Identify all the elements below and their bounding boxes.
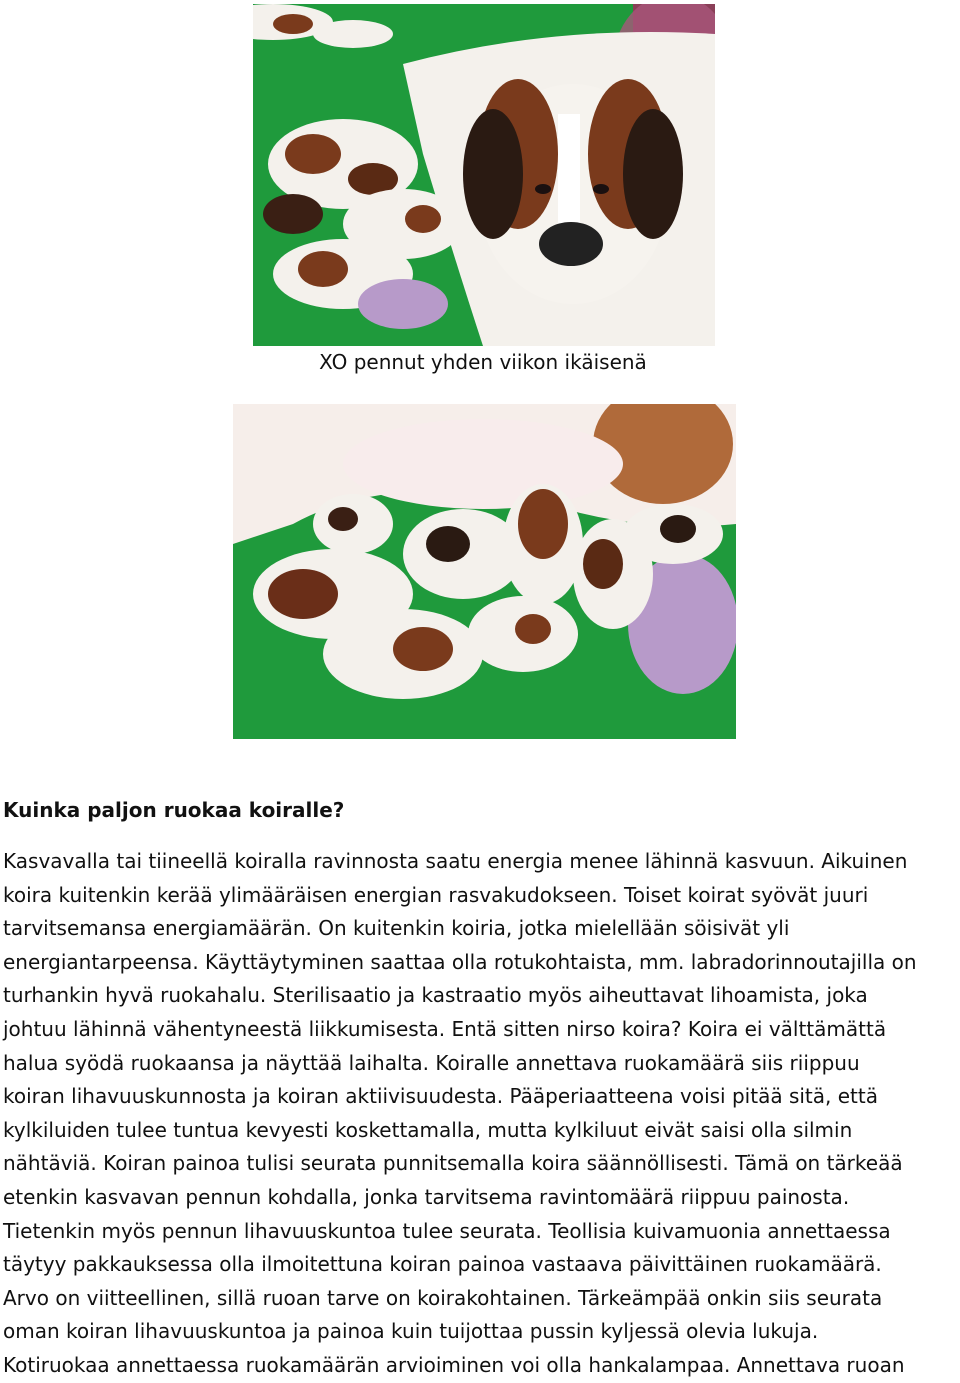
body-line: etenkin kasvavan pennun kohdalla, jonka tarvitsema ravintomäärä riippuu painosta.: [3, 1184, 850, 1209]
body-line: Kasvavalla tai tiineellä koiralla ravinnosta saatu energia menee lähinnä kasvuun. Aikuinen: [3, 849, 908, 873]
body-line: oman koiran lihavuuskuntoa ja painoa kuin tuijottaa pussin kyljessä olevia lukuja.: [3, 1319, 819, 1344]
mother-dog-with-puppies-icon: [253, 4, 715, 346]
body-line: johtuu lähinnä vähentyneestä liikkumisesta. Entä sitten nirso koira? Koira ei välttämättä: [3, 1016, 887, 1041]
body-paragraph: [3, 845, 917, 1383]
body-line: koiran lihavuuskunnosta ja koiran aktiivisuudesta. Pääperiaatteena voisi pitää sitä, että: [3, 1084, 878, 1109]
body-line: Kotiruokaa annettaessa ruokamäärän arvioiminen voi olla hankalampaa. Annettava ruoan: [3, 1352, 905, 1377]
body-line: turhankin hyvä ruokahalu. Sterilisaatio ja kastraatio myös aiheuttavat lihoamista, joka: [3, 983, 868, 1008]
nursing-puppies-icon: [233, 404, 736, 739]
body-line: Arvo on viitteellinen, sillä ruoan tarve on koirakohtainen. Tärkeämpää onkin siis seurata: [3, 1285, 883, 1310]
section-heading: Kuinka paljon ruokaa koiralle?: [3, 798, 345, 822]
body-line: energiantarpeensa. Käyttäytyminen saattaa olla rotukohtaista, mm. labradorinnoutajilla on: [3, 949, 917, 974]
body-line: nähtäviä. Koiran painoa tulisi seurata punnitsemalla koira säännöllisesti. Tämä on tärkeää: [3, 1151, 903, 1176]
body-line: täytyy pakkauksessa olla ilmoitettuna koiran painoa vastaava päivittäinen ruokamäärä.: [3, 1252, 882, 1277]
photo-caption: XO pennut yhden viikon ikäisenä: [319, 350, 647, 374]
mother-dog-with-puppies-photo: [253, 4, 715, 346]
body-line: koira kuitenkin kerää ylimääräisen energian rasvakudokseen. Toiset koirat syövät juuri: [3, 882, 869, 907]
body-line: kylkiluiden tulee tuntua kevyesti koskettamalla, mutta kylkiluut eivät saisi olla silmin: [3, 1117, 853, 1142]
body-line: Tietenkin myös pennun lihavuuskuntoa tulee seurata. Teollisia kuivamuonia annettaessa: [3, 1218, 891, 1243]
nursing-puppies-photo: [233, 404, 736, 739]
body-line: tarvitsemansa energiamäärän. On kuitenkin koiria, jotka mielellään söisivät yli: [3, 916, 790, 941]
body-line: halua syödä ruokaansa ja näyttää laihalta. Koiralle annettava ruokamäärä siis riippuu: [3, 1050, 860, 1075]
